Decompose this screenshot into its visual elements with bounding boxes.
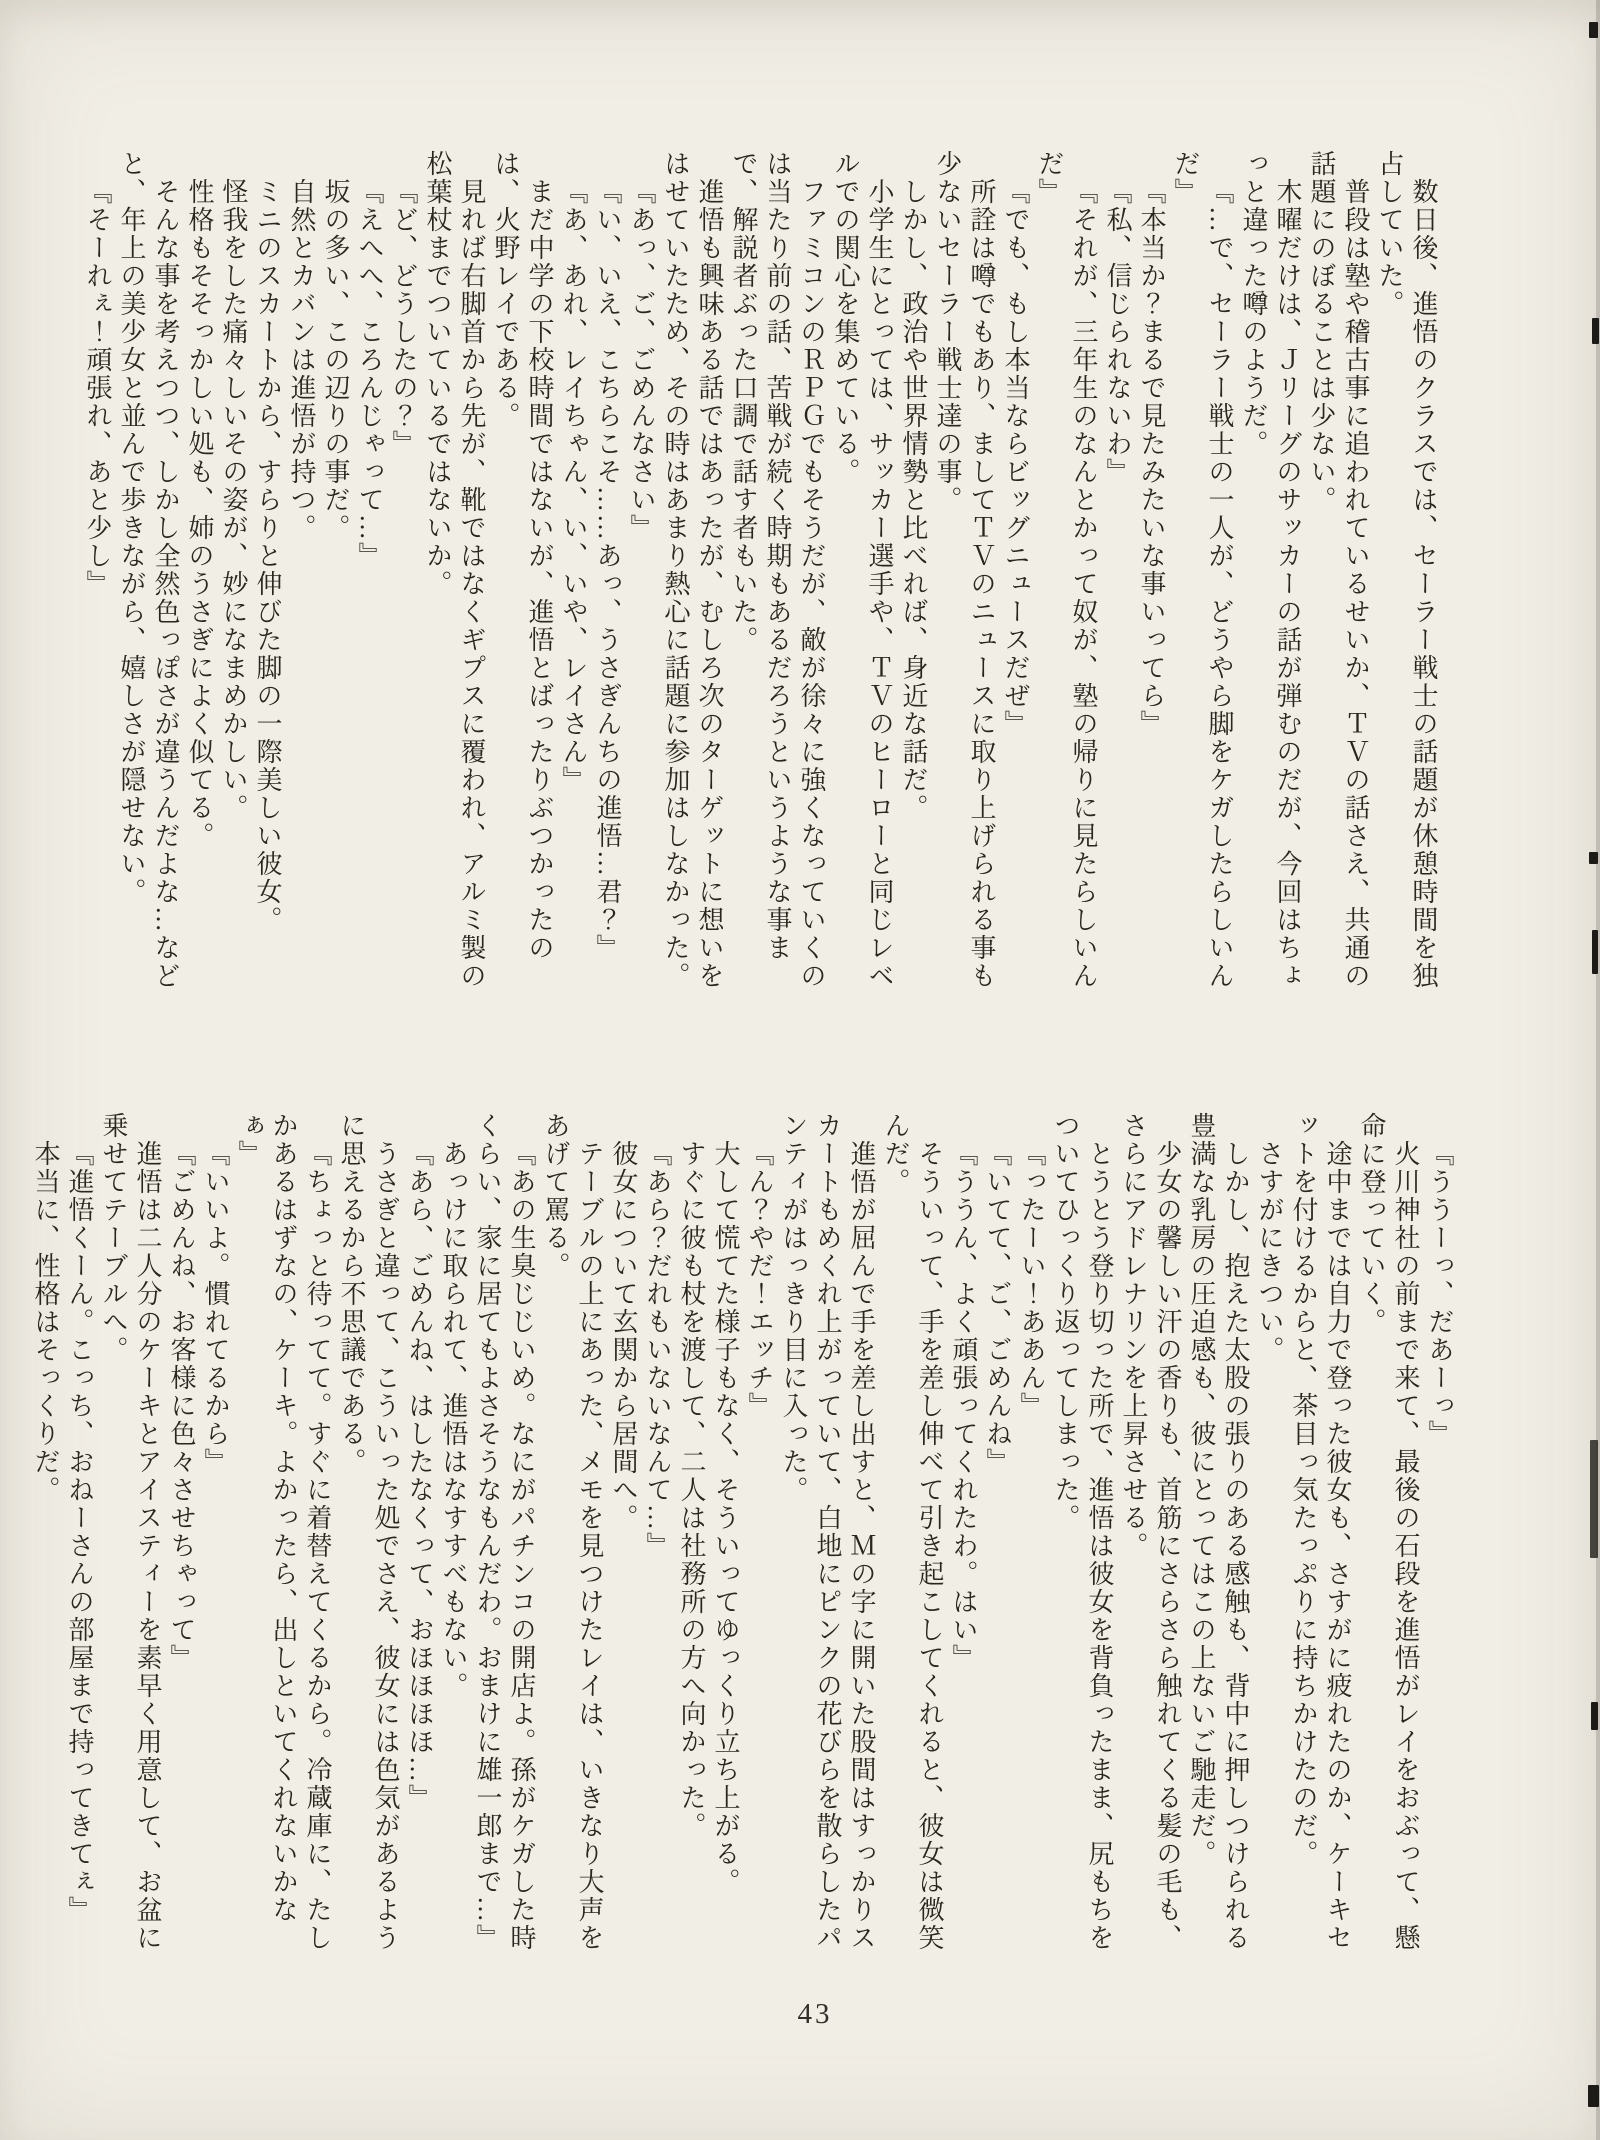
story-paragraph: 性格もそそっかしい処も、姉のうさぎによく似てる。 xyxy=(185,178,214,850)
story-paragraph: 『ううん、よく頑張ってくれたわ。はい』 xyxy=(949,1140,978,1672)
story-paragraph: 『いてて、ご、ごめんね』 xyxy=(983,1140,1012,1476)
story-paragraph: 『あの生臭じじいめ。なにがパチンコの開店よ。孫がケガした時くらい、家に居てもよさそうなもんだわ。おまけに雄一郎まで…』 xyxy=(473,1112,536,1952)
story-paragraph: 『あっ、ご、ごめんなさい』 xyxy=(627,178,656,542)
story-paragraph: 進悟は二人分のケーキとアイスティーを素早く用意して、お盆に乗せてテーブルへ。 xyxy=(99,1112,162,1952)
story-paragraph: しかし、抱えた太股の張りのある感触も、背中に押しつけられる豊満な乳房の圧迫感も、彼にとってはこの上ないご馳走だ。 xyxy=(1187,1112,1250,1952)
story-paragraph: しかし、政治や世界情勢と比べれば、身近な話だ。 xyxy=(899,178,928,822)
story-paragraph: うさぎと違って、こういった処でさえ、彼女には色気があるように思えるから不思議である。 xyxy=(337,1112,400,1952)
story-paragraph: 坂の多い、この辺りの事だ。 xyxy=(321,178,350,542)
story-paragraph: とうとう登り切った所で、進悟は彼女を背負ったまま、尻もちをついてひっくり返ってしまった。 xyxy=(1051,1112,1114,1952)
story-paragraph: 進悟も興味ある話ではあったが、むしろ次のターゲットに想いをはせていたため、その時はあまり熱心に話題に参加はしなかった。 xyxy=(661,150,724,990)
story-paragraph: 『ど、どうしたの？』 xyxy=(389,178,418,458)
story-paragraph: 『…で、セーラー戦士の一人が、どうやら脚をケガしたらしいんだ』 xyxy=(1171,150,1234,990)
story-paragraph: 本当に、性格はそっくりだ。 xyxy=(31,1140,60,1504)
story-paragraph: 『進悟くーん。こっち、おねーさんの部屋まで持ってきてぇ』 xyxy=(65,1140,94,1924)
story-paragraph: さすがにきつい。 xyxy=(1255,1140,1284,1364)
story-paragraph: 『ごめんね、お客様に色々させちゃって』 xyxy=(167,1140,196,1672)
story-paragraph: 『そーれぇ！頑張れ、あと少し』 xyxy=(83,178,112,598)
story-paragraph: 火川神社の前まで来て、最後の石段を進悟がレイをおぶって、懸命に登っていく。 xyxy=(1357,1112,1420,1952)
story-paragraph: ファミコンのＲＰＧでもそうだが、敵が徐々に強くなっていくのは当たり前の話、苦戦が続く時期もあるだろうというような事まで、解説者ぶった口調で話す者もいた。 xyxy=(729,150,826,990)
story-paragraph: 『それが、三年生のなんとかって奴が、塾の帰りに見たらしいんだ』 xyxy=(1035,150,1098,990)
scan-speck xyxy=(1589,852,1598,864)
story-paragraph: 自然とカバンは進悟が持つ。 xyxy=(287,178,316,542)
page-number: 43 xyxy=(797,1998,833,2030)
story-paragraph: あっけに取られて、進悟はなすすべもない。 xyxy=(439,1140,468,1700)
story-paragraph: 数日後、進悟のクラスでは、セーラー戦士の話題が休憩時間を独占していた。 xyxy=(1375,150,1438,990)
story-paragraph: 進悟が屈んで手を差し出すと、Ｍの字に開いた股間はすっかりスカートもめくれ上がっていて、白地にピンクの花びらを散らしたパンティがはっきり目に入った。 xyxy=(779,1112,876,1952)
story-paragraph: 所詮は噂でもあり、ましてＴＶのニュースに取り上げられる事も少ないセーラー戦士達の事。 xyxy=(933,150,996,990)
story-paragraph: 『ん？やだ！エッチ』 xyxy=(745,1140,774,1420)
scan-speck xyxy=(1590,1440,1598,1558)
story-paragraph: 『ったーい！ああん』 xyxy=(1017,1140,1046,1420)
story-paragraph: ミニのスカートから、すらりと伸びた脚の一際美しい彼女。 xyxy=(253,178,282,934)
story-paragraph: 彼女について玄関から居間へ。 xyxy=(609,1140,638,1532)
story-paragraph: 『本当か？まるで見たみたいな事いってら』 xyxy=(1137,178,1166,738)
story-paragraph: 『えへへ、ころんじゃって…』 xyxy=(355,178,384,570)
story-paragraph: テーブルの上にあった、メモを見つけたレイは、いきなり大声をあげて罵る。 xyxy=(541,1112,604,1952)
story-paragraph: 『でも、もし本当ならビッグニュースだぜ』 xyxy=(1001,178,1030,738)
story-paragraph: 大して慌てた様子もなく、そういってゆっくり立ち上がる。 xyxy=(711,1140,740,1896)
story-paragraph: 『いいよ。慣れてるから』 xyxy=(201,1140,230,1476)
scan-speck xyxy=(1588,2085,1599,2107)
story-paragraph: 『私、信じられないわ』 xyxy=(1103,178,1132,486)
story-paragraph: 途中までは自力で登った彼女も、さすがに疲れたのか、ケーキセットを付けるからと、茶目っ気たっぷりに持ちかけたのだ。 xyxy=(1289,1112,1352,1952)
story-paragraph: 『ううーっ、だあーっ』 xyxy=(1425,1140,1454,1448)
story-text-block-bottom xyxy=(31,1112,1456,1964)
story-paragraph: 『あ、あれ、レイちゃん、い、いや、レイさん』 xyxy=(559,178,588,794)
story-paragraph: 普段は塾や稽古事に追われているせいか、ＴＶの話さえ、共通の話題にのぼることは少ない。 xyxy=(1307,150,1370,990)
story-paragraph: そういって、手を差し伸べて引き起こしてくれると、彼女は微笑んだ。 xyxy=(881,1112,944,1952)
story-paragraph: 小学生にとっては、サッカー選手や、ＴＶのヒーローと同じレベルでの関心を集めている。 xyxy=(831,150,894,990)
story-paragraph: すぐに彼も杖を渡して、二人は社務所の方へ向かった。 xyxy=(677,1140,706,1840)
story-text-block-top xyxy=(83,150,1440,1012)
story-paragraph: 見れば右脚首から先が、靴ではなくギプスに覆われ、アルミ製の松葉杖までついているではないか。 xyxy=(423,150,486,990)
story-paragraph: 『あら、ごめんね、はしたなくって、おほほほほ…』 xyxy=(405,1140,434,1812)
story-paragraph: 『ちょっと待ってて。すぐに着替えてくるから。冷蔵庫に、たしかあるはずなの、ケーキ。よかったら、出しといてくれないかなぁ』 xyxy=(235,1112,332,1952)
story-paragraph: 少女の馨しい汗の香りも、首筋にさらさら触れてくる髪の毛も、さらにアドレナリンを上昇させる。 xyxy=(1119,1112,1182,1952)
scan-speck xyxy=(1591,1702,1598,1730)
scan-speck xyxy=(1592,930,1598,974)
story-paragraph: 怪我をした痛々しいその姿が、妙になまめかしい。 xyxy=(219,178,248,822)
story-paragraph: まだ中学の下校時間ではないが、進悟とばったりぶつかったのは、火野レイである。 xyxy=(491,150,554,962)
story-paragraph: 木曜だけは、Ｊリーグのサッカーの話が弾むのだが、今回はちょっと違った噂のようだ。 xyxy=(1239,150,1302,990)
scan-speck xyxy=(1589,22,1598,38)
story-paragraph: 『あら？だれもいないなんて…』 xyxy=(643,1140,672,1560)
story-paragraph: 『い、いえ、こちらこそ……あっ、うさぎんちの進悟…君？』 xyxy=(593,178,622,962)
scan-speck xyxy=(1592,318,1599,344)
story-paragraph: そんな事を考えつつ、しかし全然色っぽさが違うんだよな…などと、年上の美少女と並んで歩きながら、嬉しさが隠せない。 xyxy=(117,150,180,990)
